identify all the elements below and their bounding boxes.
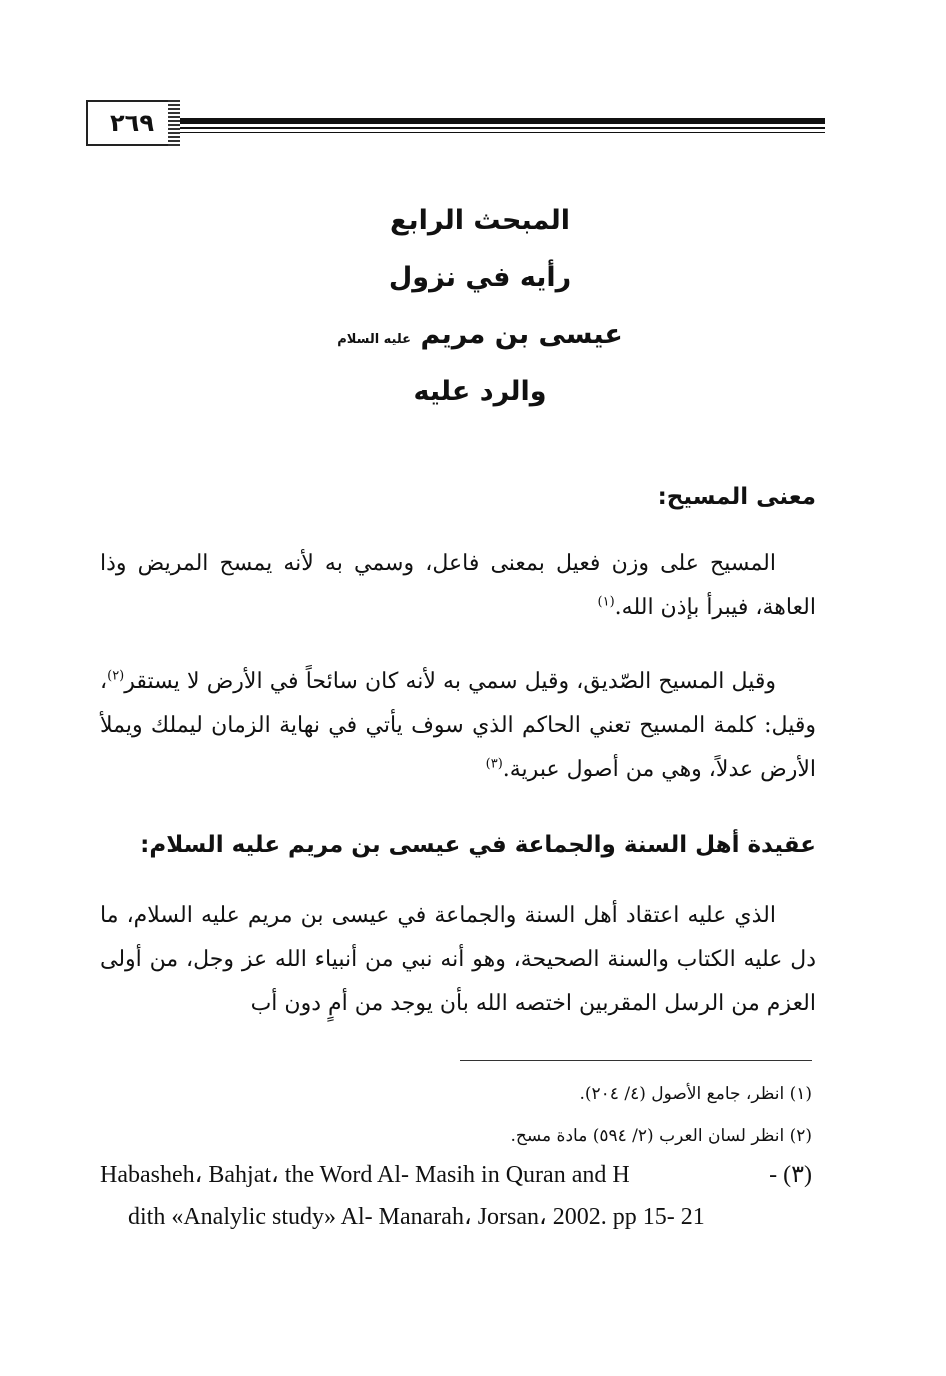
- paragraph-2-text-a: وقيل المسيح الصّديق، وقيل سمي به لأنه كان سائحاً في الأرض لا يستقر: [124, 669, 776, 694]
- footnote-ref-1: (١): [597, 594, 615, 610]
- paragraph-2-text-b: ، وقيل: كلمة المسيح تعني الحاكم الذي سوف يأتي في نهاية الزمان ليملك ويملأ الأرض عدلاً، وهي من أصول عبرية.: [100, 669, 816, 782]
- footnote-3-line1: [100, 1154, 812, 1196]
- page-number: ٢٦٩: [110, 109, 154, 137]
- chapter-title-line3-main: عيسى بن مريم: [420, 319, 623, 350]
- footnote-separator: [460, 1060, 812, 1061]
- footnote-3-text-line1: Habasheh، Bahjat، the Word Al- Masih in Quran and H: [100, 1162, 630, 1188]
- footnote-ref-2: (٢): [107, 668, 125, 684]
- paragraph-1: [100, 542, 816, 630]
- chapter-title-line4: والرد عليه: [413, 376, 547, 407]
- paragraph-3: [100, 894, 816, 1026]
- footnote-ref-3: (٣): [485, 756, 503, 772]
- chapter-title-line2: رأيه في نزول: [388, 262, 572, 293]
- section-heading-masih-meaning: معنى المسيح:: [657, 484, 816, 510]
- header-rule-hairline: [180, 132, 825, 133]
- page-number-box-shadow: [168, 100, 180, 146]
- chapter-title-line1: المبحث الرابع: [390, 205, 570, 236]
- footnote-1: (١) انظر، جامع الأصول (٤/ ٢٠٤).: [579, 1084, 812, 1104]
- section-heading-sunni-creed: عقيدة أهل السنة والجماعة في عيسى بن مريم عليه السلام:: [140, 832, 816, 858]
- footnote-3-line2: dith «Analylic study» Al- Manarah، Jorsan، 2002. pp 15- 21: [128, 1204, 705, 1230]
- header-rule-thick: [180, 118, 825, 124]
- paragraph-2: [100, 660, 816, 792]
- paragraph-1-text: المسيح على وزن فعيل بمعنى فاعل، وسمي به لأنه يمسح المريض وذا العاهة، فيبرأ بإذن الله.: [100, 551, 816, 620]
- chapter-title-honorific: عليه السلام: [337, 332, 412, 347]
- chapter-title-block: [100, 192, 860, 420]
- header-rule-thin: [180, 127, 825, 129]
- footnote-3-number: - (٣): [769, 1162, 812, 1188]
- page-number-box: [86, 100, 178, 146]
- paragraph-3-text: الذي عليه اعتقاد أهل السنة والجماعة في عيسى بن مريم عليه السلام، ما دل عليه الكتاب والسنة الصحيحة، وهو أنه نبي من أنبياء الله عز وجل، من أولى العزم من الرسل المقربين اختصه الله بأن يوجد من أمٍ دون أب: [100, 903, 816, 1016]
- footnote-2: (٢) انظر لسان العرب (٢/ ٥٩٤) مادة مسح.: [510, 1126, 812, 1146]
- chapter-title-line3: [100, 306, 860, 363]
